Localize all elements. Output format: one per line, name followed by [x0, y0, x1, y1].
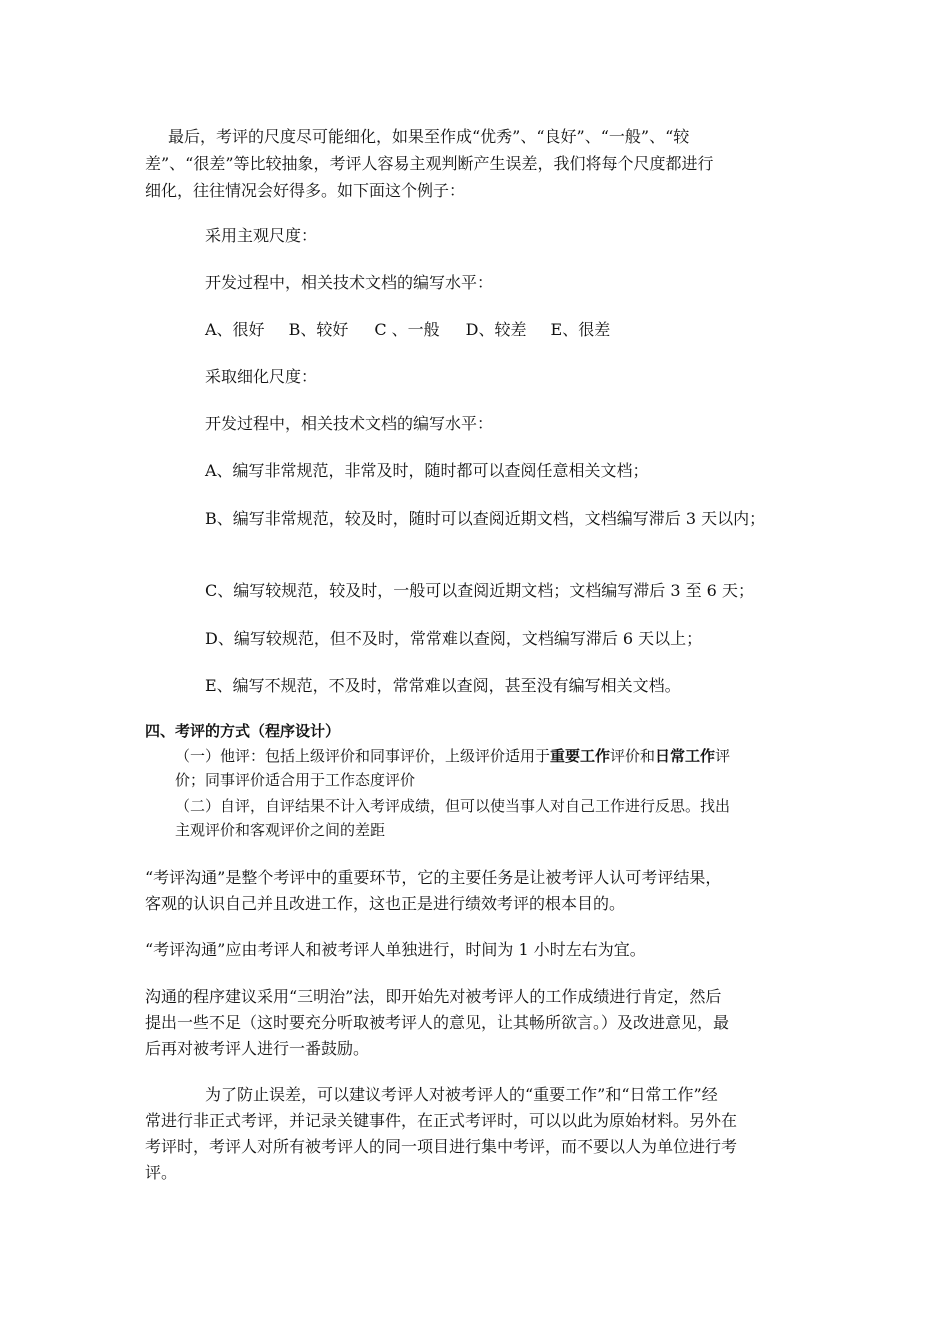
subjective-options [205, 322, 610, 338]
communication-para-2: “考评沟通”应由考评人和被考评人单独进行，时间为 1 小时左右为宜。 [145, 940, 646, 959]
section-4-para-2-line-2: 主观评价和客观评价之间的差距 [175, 821, 386, 839]
closing-line-4: 评。 [145, 1163, 178, 1182]
p1-suffix: 评 [715, 747, 731, 765]
communication-para-1-line-2: 客观的认识自己并且改进工作，这也正是进行绩效考评的根本目的。 [145, 894, 626, 913]
detailed-question: 开发过程中，相关技术文档的编写水平： [205, 414, 494, 433]
communication-para-3-line-2: 提出一些不足（这时要充分听取被考评人的意见，让其畅所欲言。）及改进意见，最 [145, 1013, 730, 1032]
p1-mid: 评价和 [610, 747, 656, 765]
subjective-question: 开发过程中，相关技术文档的编写水平： [205, 273, 494, 292]
intro-line-1: 最后，考评的尺度尽可能细化，如果至作成“优秀”、“良好”、“一般”、“较 [168, 127, 690, 146]
communication-para-3-line-1: 沟通的程序建议采用“三明治”法，即开始先对被考评人的工作成绩进行肯定，然后 [145, 987, 722, 1006]
option-c: C 、一般 [374, 320, 440, 339]
section-4-para-1-line-1 [175, 749, 730, 764]
detailed-option-a: A、编写非常规范，非常及时，随时都可以查阅任意相关文档； [205, 461, 649, 480]
detailed-option-b: B、编写非常规范，较及时，随时可以查阅近期文档，文档编写滞后 3 天以内； [205, 509, 766, 528]
option-e: E、很差 [550, 320, 611, 339]
p1-prefix: （一）他评：包括上级评价和同事评价，上级评价适用于 [175, 747, 551, 765]
option-d: D、较差 [465, 320, 527, 339]
p1-bold-important-work: 重要工作 [550, 747, 611, 765]
communication-para-3-line-3: 后再对被考评人进行一番鼓励。 [145, 1039, 370, 1058]
closing-line-3: 考评时，考评人对所有被考评人的同一项目进行集中考评，而不要以人为单位进行考 [145, 1137, 738, 1156]
detailed-option-d: D、编写较规范，但不及时，常常难以查阅，文档编写滞后 6 天以上； [205, 629, 703, 648]
closing-line-1: 为了防止误差，可以建议考评人对被考评人的“重要工作”和“日常工作”经 [205, 1085, 718, 1104]
detailed-option-c: C、编写较规范，较及时，一般可以查阅近期文档；文档编写滞后 3 至 6 天； [205, 581, 754, 600]
section-4-para-1-line-2: 价；同事评价适合用于工作态度评价 [175, 771, 416, 789]
detailed-option-e: E、编写不规范，不及时，常常难以查阅，甚至没有编写相关文档。 [205, 676, 681, 695]
section-4-para-2-line-1: （二）自评，自评结果不计入考评成绩，但可以使当事人对自己工作进行反思。找出 [175, 797, 731, 815]
intro-line-2: 差”、“很差”等比较抽象，考评人容易主观判断产生误差，我们将每个尺度都进行 [145, 154, 714, 173]
closing-line-2: 常进行非正式考评，并记录关键事件，在正式考评时，可以以此为原始材料。另外在 [145, 1111, 738, 1130]
option-b: B、较好 [288, 320, 349, 339]
option-a: A、很好 [205, 320, 265, 339]
detailed-heading: 采取细化尺度： [205, 367, 318, 386]
intro-line-3: 细化，往往情况会好得多。如下面这个例子： [145, 181, 466, 200]
subjective-heading: 采用主观尺度： [205, 226, 318, 245]
section-4-title: 四、考评的方式（程序设计） [145, 722, 341, 740]
p1-bold-daily-work: 日常工作 [655, 747, 716, 765]
communication-para-1-line-1: “考评沟通”是整个考评中的重要环节，它的主要任务是让被考评人认可考评结果， [145, 868, 722, 887]
